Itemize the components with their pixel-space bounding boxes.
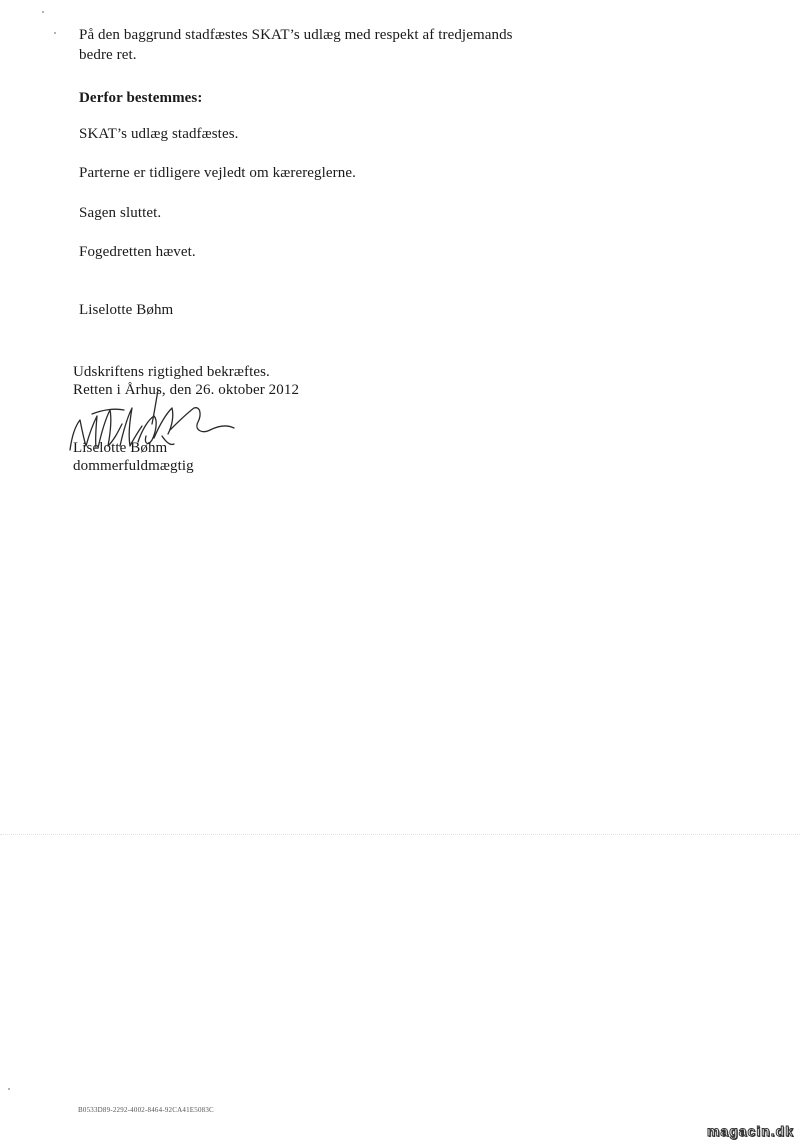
watermark-logo: magacin.dk — [706, 1123, 794, 1139]
paragraph-line-2: bedre ret. — [79, 47, 137, 63]
court-adjourned-text: Fogedretten hævet. — [79, 244, 196, 260]
scan-artifact-line — [0, 834, 800, 835]
scan-speck — [54, 32, 56, 34]
appeal-guidance-text: Parterne er tidligere vejledt om kærereglerne. — [79, 165, 356, 181]
handwritten-signature — [62, 380, 252, 470]
certification-line-2: Retten i Århus, den 26. oktober 2012 — [73, 382, 300, 398]
judge-name: Liselotte Bøhm — [79, 302, 174, 318]
ruling-heading: Derfor bestemmes: — [79, 90, 203, 106]
scan-speck — [42, 11, 44, 13]
certification-name: Liselotte Bøhm — [73, 440, 168, 456]
ruling-text: SKAT’s udlæg stadfæstes. — [79, 126, 239, 142]
scan-speck — [8, 1088, 10, 1090]
certification-title: dommerfuldmægtig — [73, 458, 194, 474]
certification-line-1: Udskriftens rigtighed bekræftes. — [73, 364, 270, 380]
case-closed-text: Sagen sluttet. — [79, 205, 162, 221]
document-id: B0533D89-2292-4002-8464-92CA41E5083C — [78, 1106, 214, 1114]
paragraph-line-1: På den baggrund stadfæstes SKAT’s udlæg med respekt af tredjemands — [79, 27, 513, 43]
